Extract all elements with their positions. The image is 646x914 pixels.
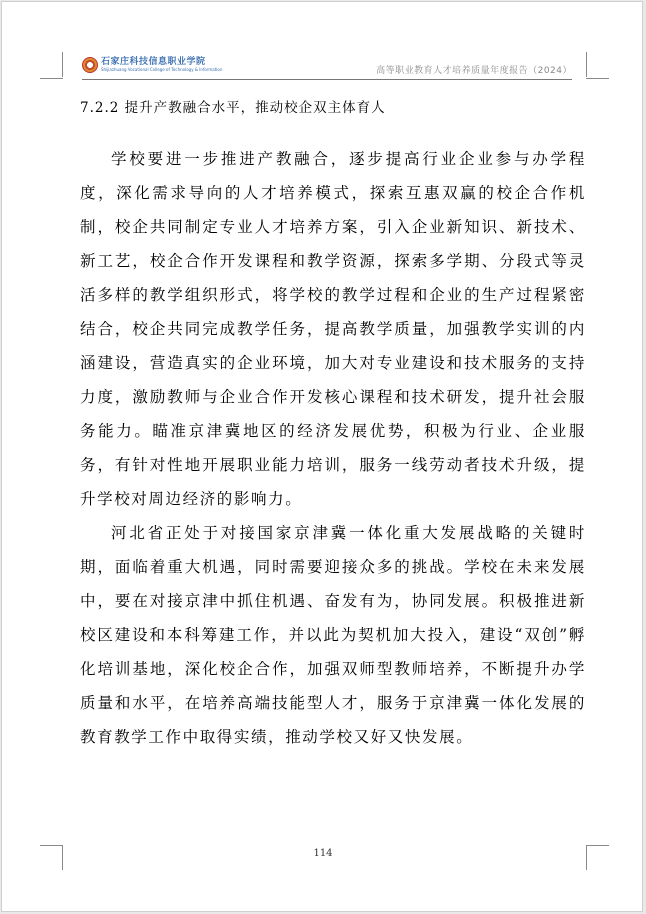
page-number: 114 [313,848,333,859]
school-logo [82,55,223,75]
crop-mark-bottom-right-h [586,845,609,846]
body-paragraph: 河北省正处于对接国家京津冀一体化重大发展战略的关键时期，面临着重大机遇，同时需要迎接众多的挑战。学校在未来发展中，要在对接京津中抓住机遇、奋发有为，协同发展。积极推进新校区建设和本科筹建工作，并以此为契机加大投入，建设“双创”孵化培训基地，深化校企合作，加强双师型教师培养，不断提升办学质量和水平，在培养高端技能型人才，服务于京津冀一体化发展的教育教学工作中取得实绩，推动学校又好又快发展。 [80,524,586,746]
section-heading: 7.2.2 提升产教融合水平，推动校企双主体育人 [80,100,386,116]
school-name-cn: 石家庄科技信息职业学院 [101,57,206,67]
school-emblem-icon [82,57,98,73]
report-title: 高等职业教育人才培养质量年度报告（2024） [376,66,572,76]
crop-mark-top-right-h [586,78,609,79]
crop-mark-bottom-left-h [40,845,63,846]
section-body [80,142,586,754]
crop-mark-top-left [62,52,63,77]
body-paragraph: 学校要进一步推进产教融合，逐步提高行业企业参与办学程度，深化需求导向的人才培养模式，探索互惠双赢的校企合作机制，校企共同制定专业人才培养方案，引入企业新知识、新技术、新工艺，校企合作开发课程和教学资源，探索多学期、分段式等灵活多样的教学组织形式，将学校的教学过程和企业的生产过程紧密结合，校企共同完成教学任务，提高教学质量，加强教学实训的内涵建设，营造真实的企业环境，加大对专业建设和技术服务的支持力度，激励教师与企业合作开发核心课程和技术研发，提升社会服务能力。瞄准京津冀地区的经济发展优势，积极为行业、企业服务，有针对性地开展职业能力培训，服务一线劳动者技术升级，提升学校对周边经济的影响力。 [80,150,586,508]
header-divider [82,79,572,80]
crop-mark-top-left-h [40,78,63,79]
document-page [1,1,643,912]
school-logo-text [101,58,222,72]
crop-mark-top-right [586,52,587,77]
school-name-en: Shijiazhuang Vocational College of Technology & Information [101,67,223,72]
page-header [82,54,572,78]
